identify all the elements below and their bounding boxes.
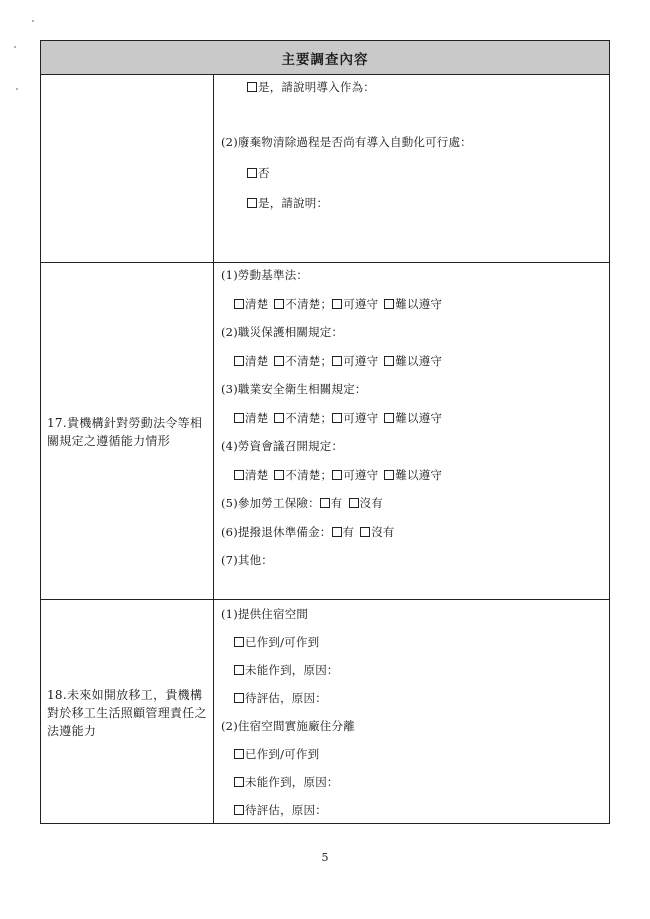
- checkbox[interactable]: [247, 198, 257, 208]
- option-line: 清楚 不清楚； 可遵守 難以遵守: [234, 353, 442, 369]
- checkbox[interactable]: [234, 805, 244, 815]
- checkbox[interactable]: [274, 356, 284, 366]
- option-line: 清楚 不清楚； 可遵守 難以遵守: [234, 410, 442, 426]
- checkbox[interactable]: [349, 498, 359, 508]
- checkbox[interactable]: [332, 299, 342, 309]
- row-content-cell: [214, 599, 609, 823]
- option-line: 否: [247, 165, 270, 181]
- question-line: (2)職災保護相關規定：: [221, 325, 344, 339]
- checkbox[interactable]: [360, 527, 370, 537]
- question-line: (3)職業安全衛生相關規定：: [221, 382, 367, 396]
- option-line: 清楚 不清楚； 可遵守 難以遵守: [234, 296, 442, 312]
- checkbox[interactable]: [234, 777, 244, 787]
- option-line: 未能作到，原因：: [234, 774, 339, 790]
- question-line: (6)提撥退休準備金： 有 沒有: [221, 525, 395, 539]
- row-content-cell: [214, 74, 609, 262]
- question-line: (2)住宿空間實施廠住分離: [221, 719, 355, 733]
- checkbox[interactable]: [234, 470, 244, 480]
- scan-speck: [16, 88, 18, 90]
- table-header: [41, 41, 609, 75]
- checkbox[interactable]: [234, 637, 244, 647]
- checkbox[interactable]: [234, 693, 244, 703]
- question-line: (5)參加勞工保險： 有 沒有: [221, 496, 383, 510]
- page-number: 5: [321, 851, 329, 864]
- row-label-cell: [41, 599, 214, 823]
- row-content-cell: [214, 262, 609, 599]
- scan-speck: [32, 20, 34, 22]
- item-label: 18.未來如開放移工，貴機構對於移工生活照顧管理責任之法遵能力: [47, 688, 207, 738]
- table-row-item18: [41, 599, 609, 823]
- checkbox[interactable]: [247, 82, 257, 92]
- checkbox[interactable]: [234, 356, 244, 366]
- option-line: 待評估，原因：: [234, 690, 327, 706]
- table-row-continued: [41, 74, 609, 263]
- option-line: 是，請說明導入作為：: [247, 79, 375, 95]
- checkbox[interactable]: [332, 527, 342, 537]
- row-label-cell: [41, 262, 214, 599]
- checkbox[interactable]: [320, 498, 330, 508]
- checkbox[interactable]: [332, 470, 342, 480]
- checkbox[interactable]: [274, 413, 284, 423]
- question-line: (1)勞動基準法：: [221, 268, 309, 282]
- question-line: (4)勞資會議召開規定：: [221, 439, 344, 453]
- checkbox[interactable]: [384, 299, 394, 309]
- question-line: (7)其他：: [221, 553, 273, 567]
- option-line: 未能作到，原因：: [234, 662, 339, 678]
- table-header-title: 主要調查內容: [281, 51, 369, 68]
- checkbox[interactable]: [384, 356, 394, 366]
- checkbox[interactable]: [274, 299, 284, 309]
- checkbox[interactable]: [332, 356, 342, 366]
- table-row-item17: [41, 262, 609, 600]
- checkbox[interactable]: [234, 665, 244, 675]
- checkbox[interactable]: [247, 168, 257, 178]
- row-label-cell: [41, 74, 214, 262]
- checkbox[interactable]: [384, 413, 394, 423]
- checkbox[interactable]: [332, 413, 342, 423]
- question-line: (1)提供住宿空間: [221, 607, 309, 621]
- option-line: 清楚 不清楚； 可遵守 難以遵守: [234, 467, 442, 483]
- option-line: 待評估，原因：: [234, 802, 327, 818]
- survey-table: [40, 40, 610, 824]
- checkbox[interactable]: [234, 749, 244, 759]
- scan-speck: [14, 46, 16, 48]
- checkbox[interactable]: [234, 299, 244, 309]
- option-line: 是，請說明：: [247, 195, 328, 211]
- checkbox[interactable]: [234, 413, 244, 423]
- item-label: 17.貴機構針對勞動法令等相關規定之遵循能力情形: [47, 416, 203, 448]
- option-line: 已作到/可作到: [234, 634, 319, 650]
- question-line: (2)廢棄物清除過程是否尚有導入自動化可行處：: [221, 135, 472, 149]
- checkbox[interactable]: [384, 470, 394, 480]
- checkbox[interactable]: [274, 470, 284, 480]
- option-line: 已作到/可作到: [234, 746, 319, 762]
